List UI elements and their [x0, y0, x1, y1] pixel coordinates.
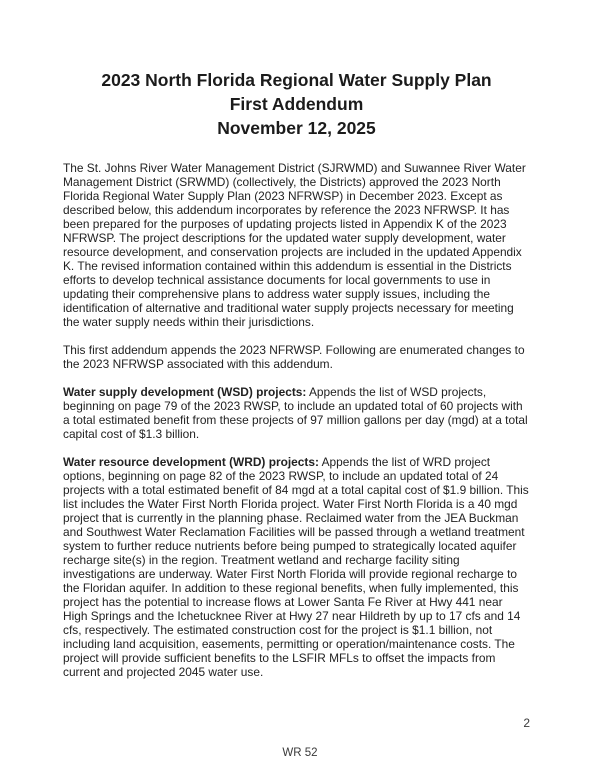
document-body [63, 161, 530, 693]
title-line-1: 2023 North Florida Regional Water Supply Plan [101, 70, 492, 90]
paragraph-text: The St. Johns River Water Management District (SJRWMD) and Suwannee River Water Management District (SRWMD) (collectively, the Districts) approved the 2023 North Florida Regional Water Supply Plan (2023 NFRWSP) in December 2023. Except as described below, this addendum incorporates by reference the 2023 NFRWSP. It has been prepared for the purposes of updating projects listed in Appendix K of the 2023 NFRWSP. The project descriptions for the updated water supply development, water resource development, and conservation projects are included in the updated Appendix K. The revised information contained within this addendum is essential in the Districts efforts to develop technical assistance documents for local governments to use in updating their comprehensive plans to address water supply issues, including the identification of alternative and traditional water supply projects necessary for meeting the water supply needs within their jurisdictions. [63, 161, 526, 329]
page-number: 2 [523, 716, 530, 730]
paragraph-wrd-projects [63, 455, 530, 679]
paragraph-text: Appends the list of WSD projects, beginning on page 79 of the 2023 RWSP, to include an updated total of 60 projects with a total estimated benefit from these projects of 97 million gallons per day (mgd) at a total capital cost of $1.3 billion. [63, 385, 528, 441]
paragraph-appendum-summary [63, 343, 530, 371]
title-line-2: First Addendum [229, 94, 364, 114]
footer-code: WR 52 [282, 747, 318, 759]
paragraph-lead-wsd: Water supply development (WSD) projects: [63, 385, 307, 399]
paragraph-intro [63, 161, 530, 329]
title-line-3: November 12, 2025 [217, 118, 376, 138]
paragraph-text: This first addendum appends the 2023 NFRWSP. Following are enumerated changes to the 2023 NFRWSP associated with this addendum. [63, 343, 525, 371]
document-title [63, 68, 530, 140]
paragraph-lead-wrd: Water resource development (WRD) projects: [63, 455, 319, 469]
paragraph-text: Appends the list of WRD project options, beginning on page 82 of the 2023 RWSP, to include an updated total of 24 projects with a total estimated benefit of 84 mgd at a total capital cost of $1.9 billion. This list includes the Water First North Florida project. Water First North Florida is a 40 mgd project that is currently in the planning phase. Reclaimed water from the JEA Buckman and Southwest Water Reclamation Facilities will be passed through a wetland treatment system to further reduce nutrients before being pumped to strategically located aquifer recharge site(s) in the region. Treatment wetland and recharge facility siting investigations are underway. Water First North Florida will provide regional recharge to the Floridan aquifer. In addition to these regional benefits, when fully implemented, this project has the potential to increase flows at Lower Santa Fe River at Hwy 441 near High Springs and the Ichetucknee River at Hwy 27 near Hildreth by up to 17 cfs and 14 cfs, respectively. The estimated construction cost for the project is $1.1 billion, not including land acquisition, easements, permitting or operation/maintenance costs. The project will provide sufficient benefits to the LSFIR MFLs to offset the impacts from current and projected 2045 water use. [63, 455, 529, 679]
paragraph-wsd-projects [63, 385, 530, 441]
